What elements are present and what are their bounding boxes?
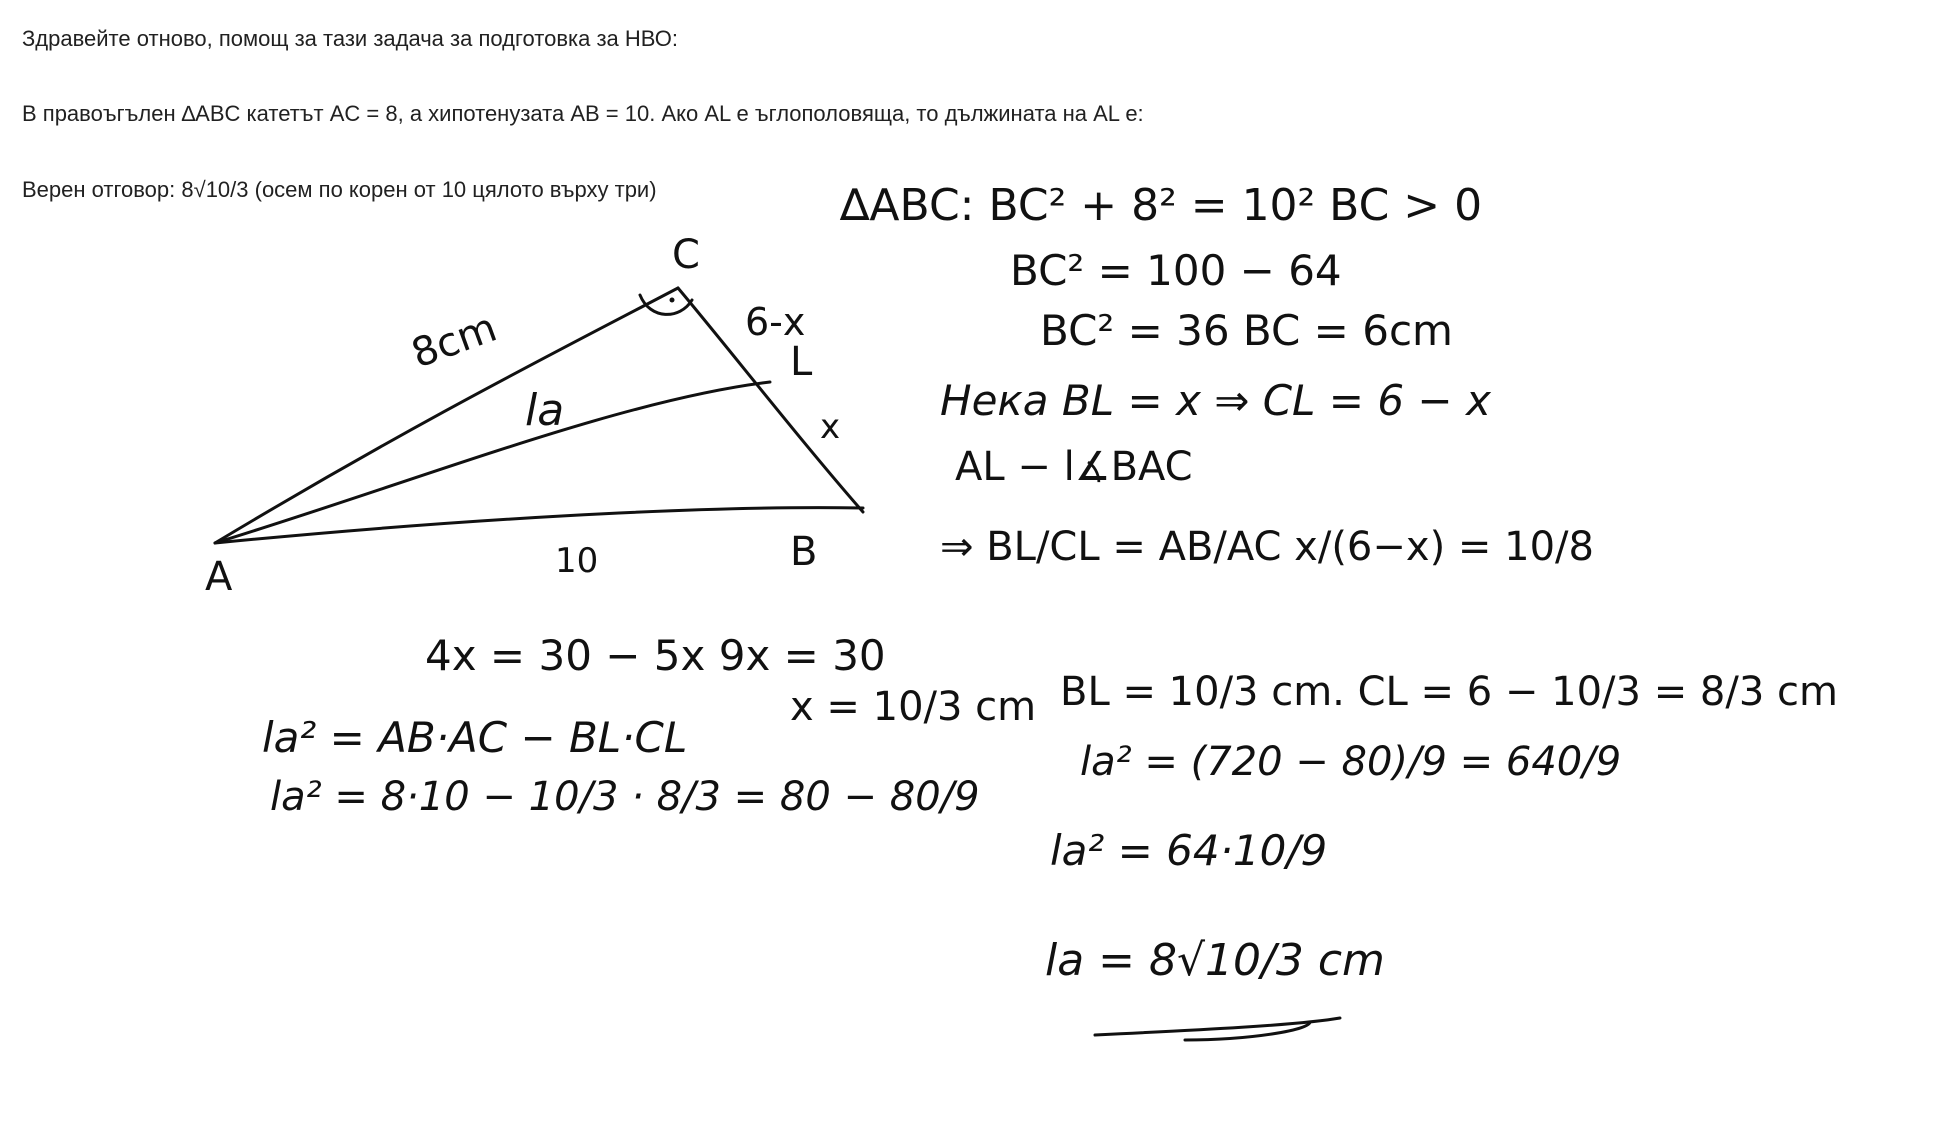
label-al: la <box>525 385 565 436</box>
step-1: ∆ABC: BC² + 8² = 10² BC > 0 <box>840 180 1483 231</box>
left-step-1: 4x = 30 − 5x 9x = 30 <box>425 631 886 680</box>
step-8: la² = (720 − 80)/9 = 640/9 <box>1080 739 1622 785</box>
left-step-4: la² = 8·10 − 10/3 · 8/3 = 80 − 80/9 <box>270 774 980 820</box>
label-ac: 8cm <box>405 304 503 378</box>
final-answer: la = 8√10/3 cm <box>1045 935 1385 986</box>
step-3: BC² = 36 BC = 6cm <box>1040 306 1453 355</box>
step-2: BC² = 100 − 64 <box>1010 246 1342 295</box>
right-angle-dot <box>670 298 675 303</box>
label-cl: 6-x <box>745 300 806 344</box>
vertex-l: L <box>790 339 813 385</box>
answer-text: Верен отговор: 8√10/3 (осем по корен от 10 цялото върху три) <box>22 177 657 202</box>
step-6: ⇒ BL/CL = AB/AC x/(6−x) = 10/8 <box>940 524 1594 570</box>
label-ab: 10 <box>555 541 599 581</box>
step-9: la² = 64·10/9 <box>1050 826 1328 875</box>
vertex-a: A <box>205 554 233 600</box>
label-bl: x <box>820 407 841 447</box>
right-angle-mark <box>640 295 692 314</box>
left-step-3: la² = AB·AC − BL·CL <box>262 713 688 762</box>
step-5: AL − l∡BAC <box>955 444 1193 490</box>
step-4: Нека BL = x ⇒ CL = 6 − x <box>940 376 1491 425</box>
vertex-c: C <box>672 232 700 278</box>
greeting-text: Здравейте отново, помощ за тази задача за подготовка за НВО: <box>22 26 678 51</box>
triangle-figure <box>205 232 863 600</box>
vertex-b: B <box>790 529 818 575</box>
solution-left <box>262 631 1036 820</box>
left-step-2: x = 10/3 cm <box>790 684 1037 730</box>
step-7: BL = 10/3 cm. CL = 6 − 10/3 = 8/3 cm <box>1060 669 1838 715</box>
solution-right <box>839 180 1838 1040</box>
problem-text: В правоъгълен ∆ABC катетът AC = 8, а хипотенузата AB = 10. Ако AL е ъглополовяща, то дължината на AL е: <box>22 101 1144 126</box>
